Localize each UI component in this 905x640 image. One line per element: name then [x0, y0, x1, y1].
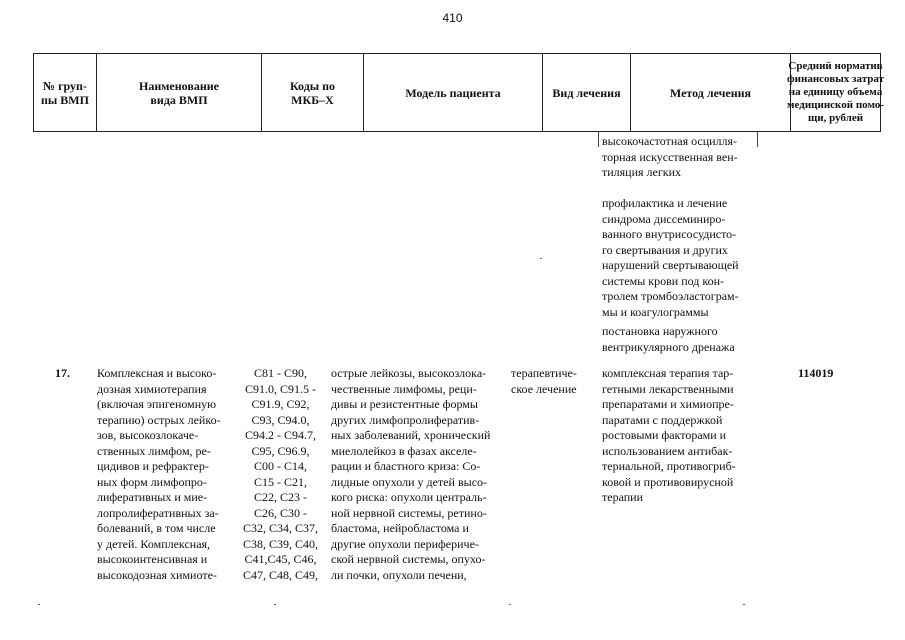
treatment-method: комплексная терапия тар- гетными лекарственными препаратами и химиопре- паратами с поддержкой ростовыми факторами и использованием антибак- териальной, противогриб- ковой и противовирусной терапии	[602, 366, 736, 504]
scan-mark	[743, 604, 745, 605]
header-group-number: № груп- пы ВМП	[34, 54, 97, 131]
header-treatment-type: Вид лечения	[543, 54, 631, 131]
method-ventilation: высокочастотная осцилля- торная искусственная вен- тиляция легких	[602, 134, 738, 179]
column-divider	[598, 132, 599, 147]
group-number: 17.	[55, 366, 70, 380]
header-financial-norm: Средний норматив финансовых затрат на единицу объема медицинской помо- щи, рублей	[787, 60, 884, 124]
patient-model: острые лейкозы, высокозлока- чественные лимфомы, реци- дивы и резистентные формы других лимфопролифератив- ных заболеваний, хронический миелолейкоз в фазах акселе- рации и бластного криза: Со- лидные опухоли у детей высо- кого риска: опухоли централь- ной нервной системы, ретино- бластома, нейробластома и другие опухоли периферичe- ской нервной системы, опухо- ли почки, опухоли печени,	[331, 366, 491, 582]
header-vmp-name: Наименование вида ВМП	[97, 54, 262, 131]
icd-codes: C81 - C90, C91.0, C91.5 - C91.9, C92, C93, C94.0, C94.2 - C94.7, C95, C96.9, C00 - C14, C15 - C21, C22, C23 - C26, C30 - C32, C34, C37, C38, C39, C40, C41,C45, C46, C47, C48, C49,	[243, 366, 319, 582]
treatment-type: терапевтиче- ское лечение	[511, 366, 577, 396]
method-ventricular-drainage: постановка наружного вентрикулярного дренажа	[602, 324, 735, 354]
column-divider	[757, 132, 758, 147]
method-dic-prevention: профилактика и лечение синдрома диссеминиро- ванного внутрисосудисто- го свертывания и других нарушений свертывающей системы крови под кон- тролем тромбоэластограм- мы и коагулограммы	[602, 196, 739, 319]
table-header	[33, 53, 884, 132]
scan-mark	[540, 258, 542, 259]
scan-mark	[509, 604, 511, 605]
header-patient-model: Модель пациента	[364, 54, 543, 131]
header-icd-codes: Коды по МКБ–Х	[262, 54, 364, 131]
page-number: 410	[442, 11, 463, 25]
vmp-name: Комплексная и высоко- дозная химиотерапия (включая эпигеномную терапию) острых лейко- зов, высокозлокаче- ственных лимфом, ре- цидивов и рефрактер- ных форм лимфопро- лиферативных и мие- лопролиферативных за- болеваний, в том числе у детей. Комплексная, высокоинтенсивная и высокодозная химиоте-	[97, 366, 221, 582]
financial-norm-value: 114019	[798, 366, 834, 380]
header-treatment-method: Метод лечения	[631, 54, 791, 131]
scan-mark	[38, 604, 40, 605]
scan-mark	[274, 604, 276, 605]
